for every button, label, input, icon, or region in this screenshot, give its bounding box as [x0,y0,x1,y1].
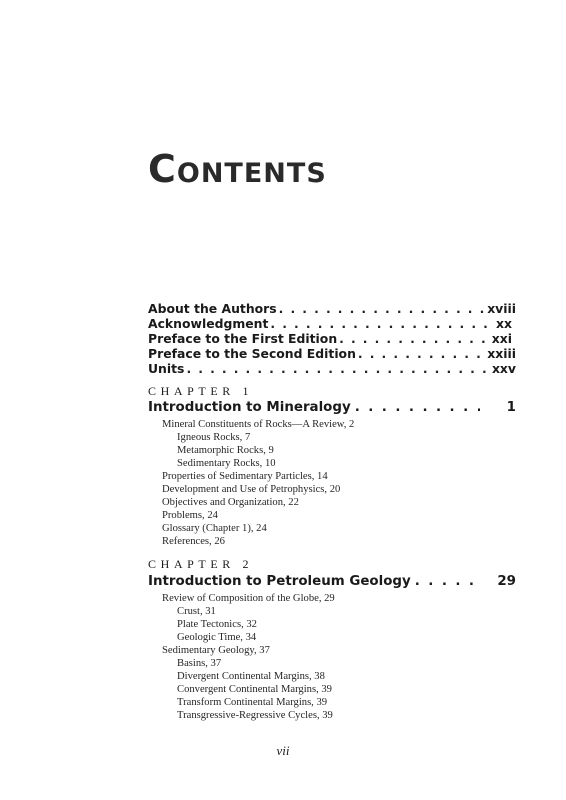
chapter-page: 29 [497,574,516,589]
toc-subsection[interactable]: Convergent Continental Margins, 39 [177,684,332,695]
toc-section[interactable]: Development and Use of Petrophysics, 20 [162,484,341,495]
toc-section[interactable]: Glossary (Chapter 1), 24 [162,523,267,534]
toc-subsection[interactable]: Geologic Time, 34 [177,632,257,643]
toc-entry-label: Acknowledgment [148,316,269,331]
toc-subsection[interactable]: Transgressive-Regressive Cycles, 39 [177,710,333,721]
toc-subsection[interactable]: Divergent Continental Margins, 38 [177,671,325,682]
chapter-page: 1 [506,400,516,415]
toc-entry-label: Units [148,361,185,376]
toc-entry-about-authors[interactable] [148,301,516,316]
toc-section[interactable]: Objectives and Organization, 22 [162,497,299,508]
toc-section[interactable]: References, 26 [162,536,225,547]
dot-leader [355,400,480,415]
chapter-title-label: Introduction to Mineralogy [148,400,351,415]
dot-leader [415,574,480,589]
dot-leader [270,316,494,331]
page-title: Contents [148,147,327,191]
dot-leader [279,301,486,316]
toc-subsection[interactable]: Transform Continental Margins, 39 [177,697,328,708]
toc-entry-page: xxv [491,361,516,376]
toc-entry-page: xxi [491,331,512,346]
dot-leader [186,361,490,376]
chapter-title-2[interactable] [148,574,516,589]
toc-entry-label: Preface to the Second Edition [148,346,356,361]
toc-subsection[interactable]: Metamorphic Rocks, 9 [177,445,274,456]
dot-leader [358,346,485,361]
toc-entry-acknowledgment[interactable] [148,316,516,331]
toc-section[interactable]: Sedimentary Geology, 37 [162,645,270,656]
toc-section[interactable]: Review of Composition of the Globe, 29 [162,593,335,604]
chapter-title-1[interactable] [148,400,516,415]
toc-entry-preface-second[interactable] [148,346,516,361]
toc-entry-label: About the Authors [148,301,277,316]
toc-subsection[interactable]: Basins, 37 [177,658,222,669]
chapter-heading: CHAPTER 2 [148,557,254,571]
toc-entry-page: xx [496,316,512,331]
toc-section[interactable]: Mineral Constituents of Rocks—A Review, 2 [162,419,355,430]
page-number: vii [276,743,290,758]
toc-section[interactable]: Properties of Sedimentary Particles, 14 [162,471,328,482]
toc-entry-label: Preface to the First Edition [148,331,338,346]
toc-entry-page: xviii [487,301,516,316]
toc-subsection[interactable]: Crust, 31 [177,606,216,617]
chapter-heading: CHAPTER 1 [148,384,254,398]
dot-leader [339,331,490,346]
toc-subsection[interactable]: Sedimentary Rocks, 10 [177,458,276,469]
toc-subsection[interactable]: Plate Tectonics, 32 [177,619,257,630]
toc-subsection[interactable]: Igneous Rocks, 7 [177,432,251,443]
toc-entry-page: xxiii [487,346,516,361]
toc-section[interactable]: Problems, 24 [162,510,218,521]
toc-entry-units[interactable] [148,361,516,376]
chapter-title-label: Introduction to Petroleum Geology [148,574,411,589]
toc-entry-preface-first[interactable] [148,331,516,346]
